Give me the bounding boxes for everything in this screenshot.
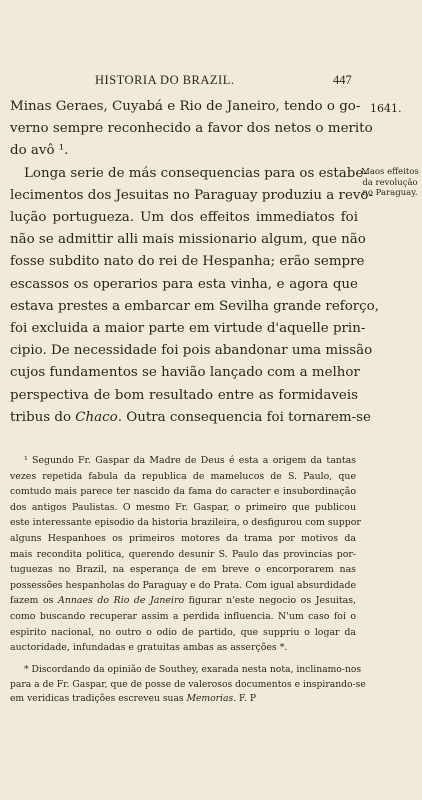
text-run: fazem os (10, 595, 59, 607)
footnote-line: ¹ Segundo Fr. Gaspar da Madre de Deus é esta a origem da tantas (24, 455, 356, 466)
footnote-line: vezes repetida fabula da republica de mamelucos de S. Paulo, que (10, 470, 356, 482)
footnote-line: tuguezas no Brazil, na esperança de em breve o encorporarem nas (10, 564, 356, 576)
text-run: tribus do (10, 409, 76, 425)
text-line: perspectiva de bom resultado entre as formidaveis (10, 387, 358, 403)
footnote-2 (10, 663, 366, 707)
text-run: em veridicas tradições escreveu suas (10, 693, 187, 705)
italic-term: Memorias (186, 693, 234, 705)
footnote-line: dos antigos Paulistas. O mesmo Fr. Gaspar, o primeiro que publicou (10, 501, 356, 513)
text-line: lecimentos dos Jesuitas no Paraguay produziu a revo- (10, 187, 374, 203)
text-run: figurar n'este negocio os Jesuitas, (184, 595, 357, 607)
margin-year: 1641. (370, 102, 402, 115)
text-line: Longa serie de más consequencias para os estabe- (24, 165, 368, 181)
main-text (10, 96, 379, 429)
text-run: . Outra consequencia foi tornarem-se (117, 409, 371, 425)
footnote-line: alguns Hespanhoes os primeiros motores da trama por motivos da (10, 532, 356, 544)
footnote-line: como buscando recuperar assim a perdida influencia. N'um caso foi o (10, 610, 356, 622)
paragraph-1 (10, 96, 373, 163)
italic-term: Annaes do Rio de Janeiro (58, 595, 185, 607)
footnote-line: comtudo mais parece ter nascido da fama do caracter e insubordinação (10, 486, 356, 498)
text-line: cujos fundamentos se havião lançado com a melhor (10, 365, 360, 381)
page-number: 447 (333, 73, 352, 87)
text-line: do avô ¹. (10, 143, 69, 159)
footnote-line (10, 692, 356, 707)
text-line: cipio. De necessidade foi pois abandonar uma missão (10, 343, 373, 359)
text-line: verno sempre reconhecido a favor dos netos o merito (10, 121, 373, 137)
footnote-line: possessões hespanholas do Paraguay e do Prata. Com igual absurdidade (10, 579, 356, 591)
margin-note-line: no Paraguay. (362, 188, 418, 198)
text-line: escassos os operarios para esta vinha, e agora que (10, 276, 358, 292)
running-title: HISTORIA DO BRAZIL. (95, 73, 235, 87)
footnote-line: para a de Fr. Gaspar, que de posse de valerosos documentos e inspirando-se (10, 678, 366, 690)
text-line: lução portugueza. Um dos effeitos immediatos foi (10, 210, 358, 226)
margin-note-line: Maos effeitos (361, 167, 419, 177)
text-line: estava prestes a embarcar em Sevilha grande reforço, (10, 298, 379, 314)
text-line (10, 407, 371, 429)
page-header (10, 73, 360, 89)
text-line: foi excluida a maior parte em virtude d'aquelle prin- (10, 321, 366, 337)
italic-term: Chaco (75, 409, 118, 425)
text-line: fosse subdito nato do rei de Hespanha; erão sempre (10, 254, 365, 270)
footnotes (10, 453, 366, 707)
text-line: não se admittir alli mais missionario algum, que não (10, 232, 366, 248)
footnote-line (10, 593, 356, 609)
footnote-line: espirito nacional, no outro o odio de partido, que suppriu o logar da (10, 626, 356, 638)
footnote-line: mais recondita politica, querendo desunir S. Paulo das provincias por- (10, 548, 356, 560)
text-run: . F. P (233, 693, 257, 705)
footnote-line: auctoridade, infundadas e gratuitas ambas as asserções *. (10, 642, 288, 654)
paragraph-2 (10, 163, 379, 429)
footnote-line: * Discordando da opinião de Southey, exarada nesta nota, inclinamo-nos (24, 663, 362, 675)
margin-note-line: da revolução (362, 177, 418, 188)
footnote-1 (10, 453, 361, 656)
text-line: Minas Geraes, Cuyabá e Rio de Janeiro, tendo o go- (10, 99, 361, 114)
footnote-line: este interessante episodio da historia brazileira, o desfigurou com suppor (10, 517, 361, 529)
